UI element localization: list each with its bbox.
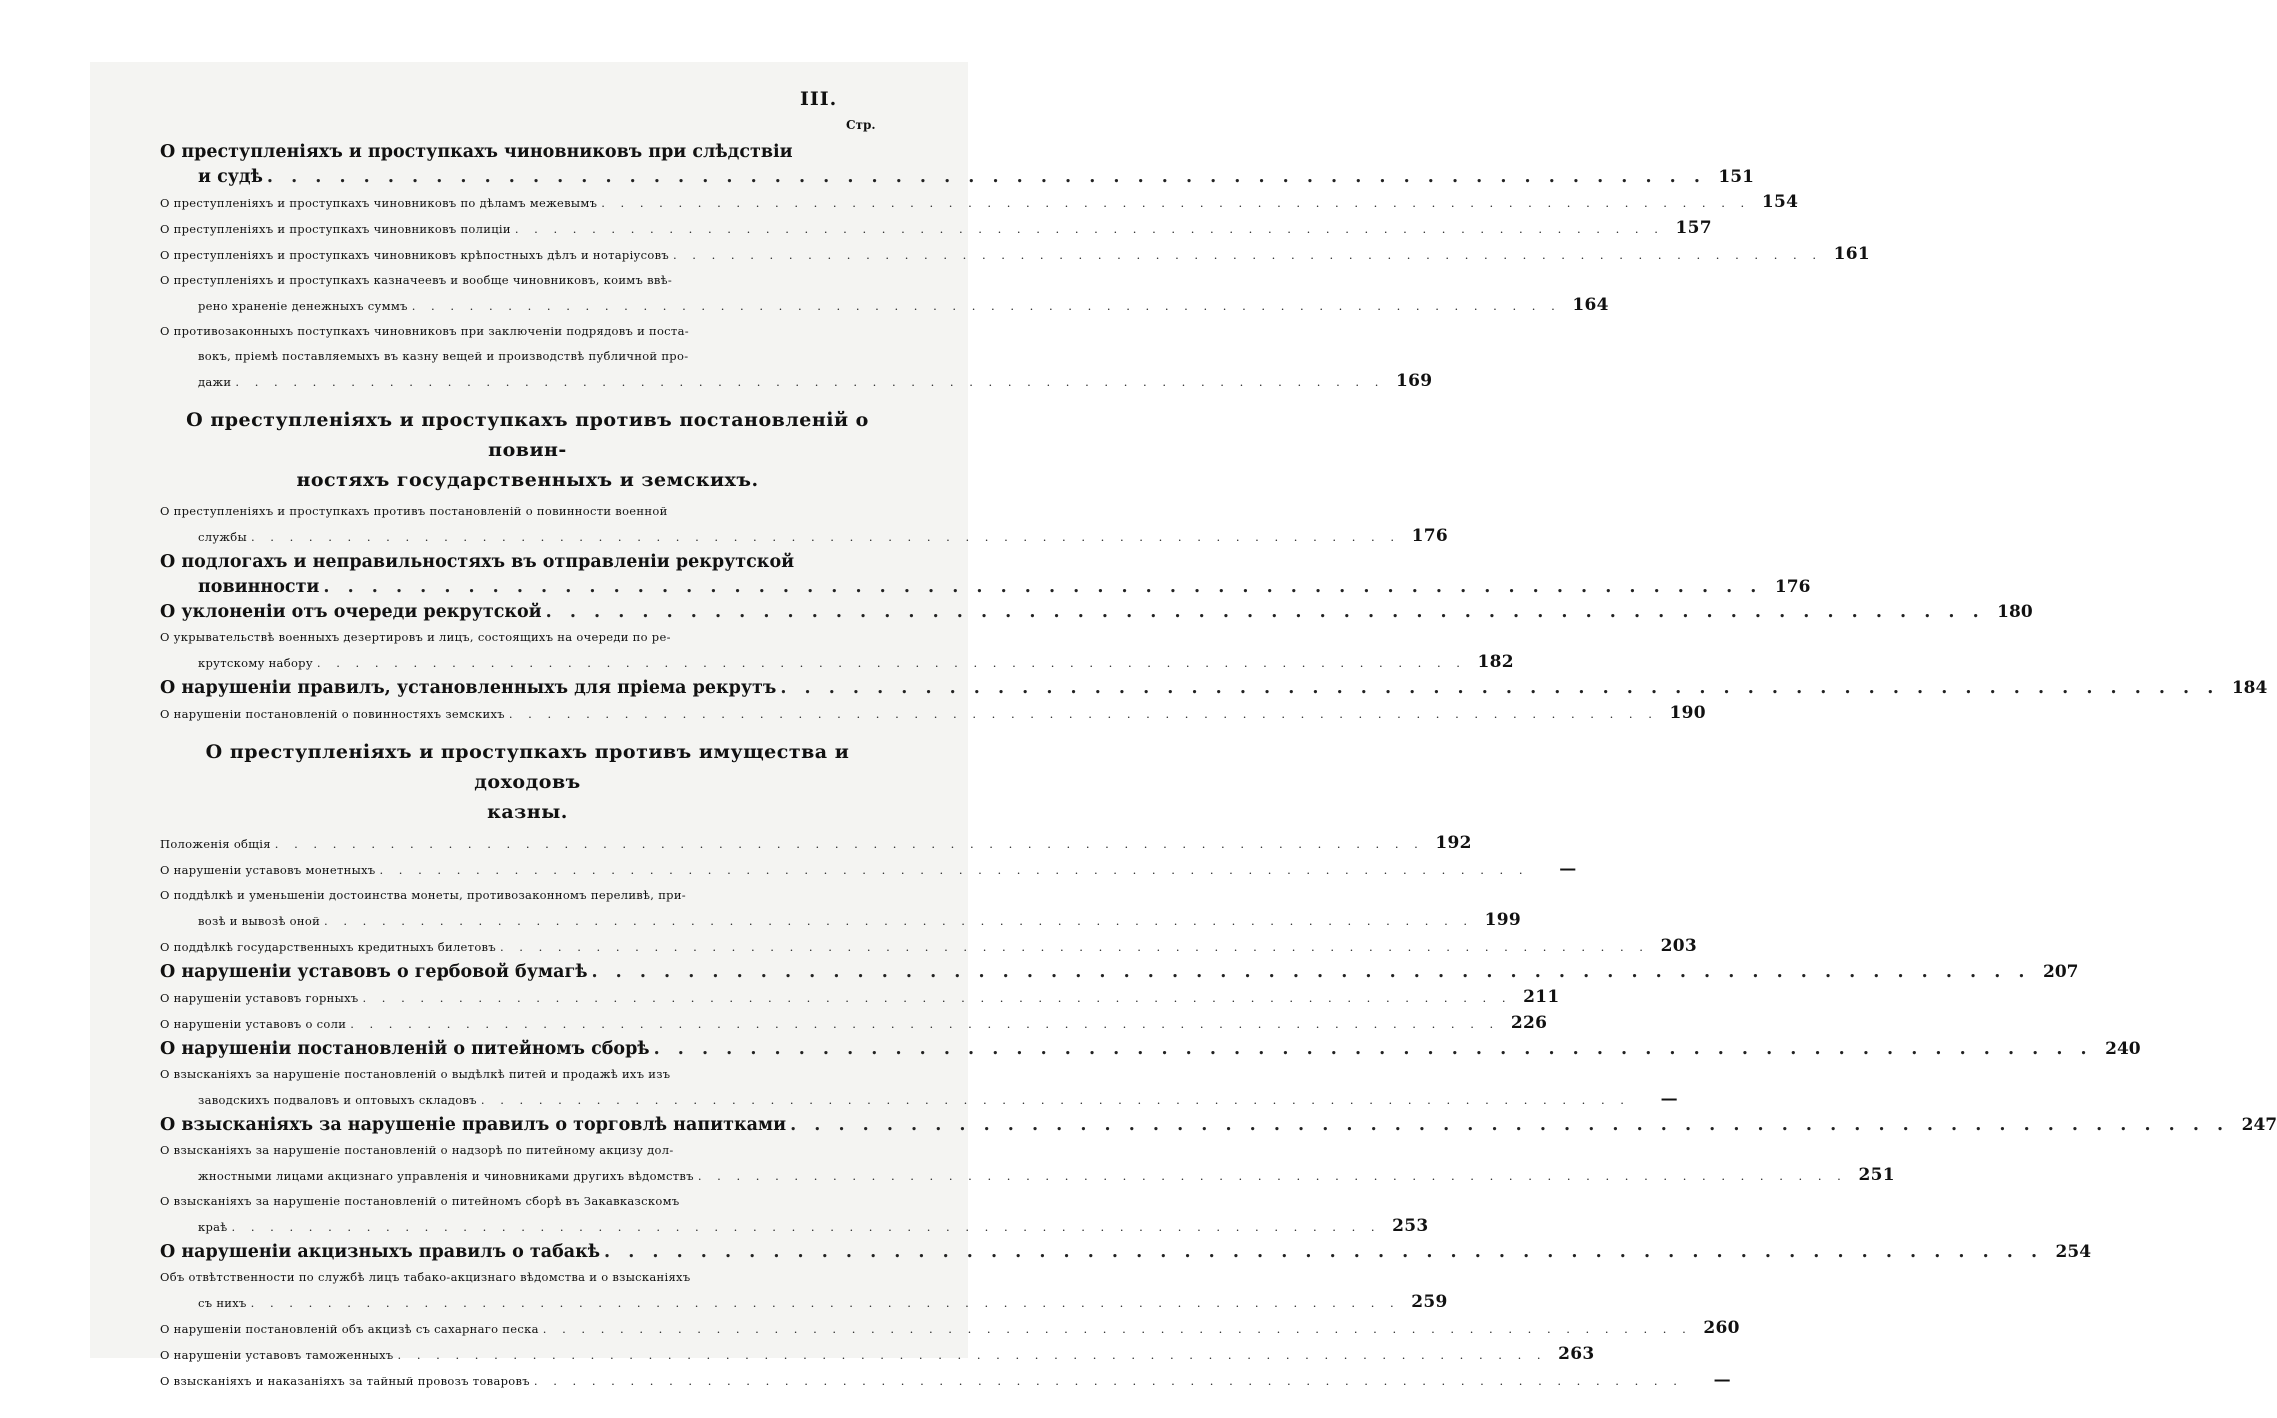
- page-reference: 211: [1523, 987, 1560, 1007]
- toc-entry-title: О преступленіяхъ и проступкахъ чиновниковъ полиціи: [160, 222, 511, 236]
- table-of-contents: [160, 140, 2277, 1394]
- toc-entry: [160, 831, 1472, 857]
- toc-entry: [160, 1342, 1595, 1368]
- section-heading-line: О преступленіяхъ и проступкахъ противъ постановленій о повин-: [186, 409, 869, 461]
- page-column-label: Стр.: [846, 118, 876, 132]
- dot-leader: . . . . . . . . . . . . . . . . . . . . . . . . . . . . . . . . . . . . . . . . . . . . . . . . . . . . . . . . . . . .: [508, 707, 1658, 721]
- page-reference: 251: [1858, 1165, 1895, 1185]
- dot-leader: . . . . . . . . . . . . . . . . . . . . . . . . . . . . . . . . . . . . . . . . . . . . . . . . . . . . . . . . . . . .: [316, 656, 1466, 670]
- toc-entry-line: вокъ, пріемѣ поставляемыхъ въ казну вещей и производствѣ публичной про-: [198, 349, 689, 363]
- page-reference: 207: [2043, 962, 2079, 982]
- toc-entry: [160, 242, 1870, 268]
- toc-entry-row: [160, 293, 1609, 319]
- page-reference: 161: [1833, 244, 1870, 264]
- page-reference: 253: [1392, 1216, 1429, 1236]
- dot-leader: . . . . . . . . . . . . . . . . . . . . . . . . . . . . . . . . . . . . . . . . . . . . . . . . . . . . . . . . . . . .: [231, 1220, 1381, 1234]
- toc-entry-title: службы: [198, 530, 247, 544]
- dot-leader: . . . . . . . . . . . . . . . . . . . . . . . . . . . . . . . . . . . . . . . . . . . . . . . . . . . . . . . . . . . .: [545, 602, 1985, 622]
- dot-leader: . . . . . . . . . . . . . . . . . . . . . . . . . . . . . . . . . . . . . . . . . . . . . . . . . . . . . . . . . . . .: [411, 299, 1561, 313]
- page-reference: 164: [1572, 295, 1609, 315]
- toc-entry-title: О нарушеніи правилъ, установленныхъ для пріема рекрутъ: [160, 678, 777, 698]
- dot-leader: . . . . . . . . . . . . . . . . . . . . . . . . . . . . . . . . . . . . . . . . . . . . . . . . . . . . . . . . . . . .: [274, 837, 1424, 851]
- toc-entry: [160, 1368, 1731, 1394]
- toc-entry: [160, 701, 1706, 727]
- dot-leader: . . . . . . . . . . . . . . . . . . . . . . . . . . . . . . . . . . . . . . . . . . . . . . . . . . . . . . . . . . . .: [672, 248, 1822, 262]
- toc-entry: [160, 960, 2079, 985]
- dot-leader: . . . . . . . . . . . . . . . . . . . . . . . . . . . . . . . . . . . . . . . . . . . . . . . . . . . . . . . . . . . .: [604, 1242, 2044, 1262]
- toc-entry-row: [160, 216, 1712, 242]
- toc-entry: [160, 857, 1577, 883]
- toc-entry: [160, 1265, 1448, 1316]
- section-heading: [160, 737, 895, 827]
- page-reference: 182: [1477, 652, 1514, 672]
- page-reference: 203: [1660, 936, 1697, 956]
- page-reference: 254: [2055, 1242, 2092, 1262]
- toc-entry: [160, 1316, 1740, 1342]
- toc-entry-row: [160, 831, 1472, 857]
- dot-leader: . . . . . . . . . . . . . . . . . . . . . . . . . . . . . . . . . . . . . . . . . . . . . . . . . . . . . . . . . . . .: [542, 1322, 1692, 1336]
- dot-leader: . . . . . . . . . . . . . . . . . . . . . . . . . . . . . . . . . . . . . . . . . . . . . . . . . . . . . . . . . . . .: [480, 1093, 1630, 1107]
- dot-leader: . . . . . . . . . . . . . . . . . . . . . . . . . . . . . . . . . . . . . . . . . . . . . . . . . . . . . . . . . . . .: [350, 1017, 1500, 1031]
- dot-leader: . . . . . . . . . . . . . . . . . . . . . . . . . . . . . . . . . . . . . . . . . . . . . . . . . . . . . . . . . . . .: [499, 940, 1649, 954]
- toc-entry-title: заводскихъ подваловъ и оптовыхъ складовъ: [198, 1093, 477, 1107]
- toc-entry-row: [160, 676, 2268, 701]
- toc-entry-row: [160, 650, 1514, 676]
- dot-leader: . . . . . . . . . . . . . . . . . . . . . . . . . . . . . . . . . . . . . . . . . . . . . . . . . . . . . . . . . . . .: [324, 914, 1474, 928]
- toc-entry: [160, 190, 1799, 216]
- toc-entry: [160, 1011, 1548, 1037]
- toc-entry: [160, 625, 1514, 676]
- toc-entry-row: [160, 575, 1811, 600]
- toc-entry-row: [160, 165, 1754, 190]
- toc-entry-title: жностными лицами акцизнаго управленія и чиновниками другихъ вѣдомствъ: [198, 1169, 694, 1183]
- toc-entry-row: [160, 1368, 1731, 1394]
- page-reference: —: [1559, 859, 1577, 879]
- toc-entry-row: [160, 190, 1799, 216]
- toc-entry: [160, 985, 1560, 1011]
- page-reference: 157: [1675, 218, 1712, 238]
- toc-entry: [160, 1113, 2277, 1138]
- toc-entry-title: О нарушеніи уставовъ монетныхъ: [160, 863, 376, 877]
- toc-entry-title: О взысканіяхъ и наказаніяхъ за тайный провозъ товаровъ: [160, 1374, 530, 1388]
- toc-entry-row: [160, 1037, 2141, 1062]
- toc-entry-row: [160, 600, 2033, 625]
- toc-entry-title: О преступленіяхъ и проступкахъ чиновниковъ крѣпостныхъ дѣлъ и нотаріусовъ: [160, 248, 669, 262]
- page-reference: 169: [1396, 371, 1433, 391]
- toc-entry-title: и судѣ: [198, 167, 263, 187]
- dot-leader: . . . . . . . . . . . . . . . . . . . . . . . . . . . . . . . . . . . . . . . . . . . . . . . . . . . . . . . . . . . .: [323, 577, 1763, 597]
- toc-entry: [160, 216, 1712, 242]
- toc-entry: [160, 140, 1754, 190]
- page-reference: 240: [2105, 1039, 2141, 1059]
- page-reference: —: [1713, 1370, 1731, 1390]
- toc-entry: [160, 1138, 1895, 1189]
- page-reference: 247: [2241, 1115, 2277, 1135]
- page-reference: 154: [1761, 192, 1799, 212]
- toc-entry: [160, 1037, 2141, 1062]
- toc-entry-row: [160, 908, 1522, 934]
- dot-leader: . . . . . . . . . . . . . . . . . . . . . . . . . . . . . . . . . . . . . . . . . . . . . . . . . . . . . . . . . . . .: [250, 1296, 1400, 1310]
- dot-leader: . . . . . . . . . . . . . . . . . . . . . . . . . . . . . . . . . . . . . . . . . . . . . . . . . . . . . . . . . . . .: [533, 1374, 1683, 1388]
- toc-entry-title: Положенія общія: [160, 837, 271, 851]
- toc-entry: [160, 1189, 1429, 1240]
- page-reference: 190: [1669, 703, 1706, 723]
- toc-entry-title: дажи: [198, 375, 232, 389]
- toc-entry-row: [160, 701, 1706, 727]
- page-number: III.: [800, 88, 838, 110]
- toc-entry-title: рено храненіе денежныхъ суммъ: [198, 299, 408, 313]
- toc-entry-row: [160, 960, 2079, 985]
- toc-entry-row: [160, 1342, 1595, 1368]
- toc-entry-title: возѣ и вывозѣ оной: [198, 914, 321, 928]
- toc-entry-title: съ нихъ: [198, 1296, 247, 1310]
- dot-leader: . . . . . . . . . . . . . . . . . . . . . . . . . . . . . . . . . . . . . . . . . . . . . . . . . . . . . . . . . . . .: [514, 222, 1664, 236]
- toc-entry: [160, 934, 1697, 960]
- toc-entry-title: О нарушеніи постановленій о повинностяхъ земскихъ: [160, 707, 505, 721]
- toc-entry-line: Объ отвѣтственности по службѣ лицъ табако-акцизнаго вѣдомства и о взысканіяхъ: [160, 1270, 691, 1284]
- toc-entry-row: [160, 1290, 1448, 1316]
- toc-entry-row: [160, 524, 1448, 550]
- toc-entry-title: О уклоненіи отъ очереди рекрутской: [160, 602, 542, 622]
- section-heading-line: О преступленіяхъ и проступкахъ противъ имущества и доходовъ: [205, 741, 850, 793]
- section-heading-line: казны.: [487, 801, 568, 823]
- toc-entry-line: О взысканіяхъ за нарушеніе постановленій о надзорѣ по питейному акцизу дол-: [160, 1143, 674, 1157]
- dot-leader: . . . . . . . . . . . . . . . . . . . . . . . . . . . . . . . . . . . . . . . . . . . . . . . . . . . . . . . . . . . .: [591, 962, 2031, 982]
- toc-entry-title: крутскому набору: [198, 656, 313, 670]
- toc-entry-row: [160, 1087, 1678, 1113]
- page-reference: 260: [1703, 1318, 1740, 1338]
- toc-entry-row: [160, 1011, 1548, 1037]
- dot-leader: . . . . . . . . . . . . . . . . . . . . . . . . . . . . . . . . . . . . . . . . . . . . . . . . . . . . . . . . . . . .: [266, 167, 1706, 187]
- toc-entry-row: [160, 1113, 2277, 1138]
- toc-entry-title: О преступленіяхъ и проступкахъ чиновниковъ по дѣламъ межевымъ: [160, 196, 598, 210]
- toc-entry: [160, 676, 2268, 701]
- toc-entry-row: [160, 1316, 1740, 1342]
- toc-entry-line: О преступленіяхъ и проступкахъ чиновниковъ при слѣдствіи: [160, 142, 793, 162]
- page-reference: 184: [2231, 678, 2268, 698]
- toc-entry-row: [160, 857, 1577, 883]
- toc-entry-line: О взысканіяхъ за нарушеніе постановленій о питейномъ сборѣ въ Закавказскомъ: [160, 1194, 680, 1208]
- toc-entry-title: О нарушеніи уставовъ о соли: [160, 1017, 347, 1031]
- toc-entry-line: О противозаконныхъ поступкахъ чиновниковъ при заключеніи подрядовъ и поста-: [160, 324, 689, 338]
- toc-entry-row: [160, 934, 1697, 960]
- toc-entry: [160, 600, 2033, 625]
- toc-entry-row: [160, 1214, 1429, 1240]
- toc-entry-row: [160, 1163, 1895, 1189]
- toc-entry-title: О поддѣлкѣ государственныхъ кредитныхъ билетовъ: [160, 940, 496, 954]
- dot-leader: . . . . . . . . . . . . . . . . . . . . . . . . . . . . . . . . . . . . . . . . . . . . . . . . . . . . . . . . . . . .: [397, 1348, 1547, 1362]
- toc-entry-row: [160, 369, 1433, 395]
- toc-entry-row: [160, 1240, 2092, 1265]
- page-reference: 176: [1774, 577, 1811, 597]
- dot-leader: . . . . . . . . . . . . . . . . . . . . . . . . . . . . . . . . . . . . . . . . . . . . . . . . . . . . . . . . . . . .: [653, 1039, 2093, 1059]
- toc-entry-title: О нарушеніи постановленій объ акцизѣ съ сахарнаго песка: [160, 1322, 539, 1336]
- dot-leader: . . . . . . . . . . . . . . . . . . . . . . . . . . . . . . . . . . . . . . . . . . . . . . . . . . . . . . . . . . . .: [601, 196, 1751, 210]
- dot-leader: . . . . . . . . . . . . . . . . . . . . . . . . . . . . . . . . . . . . . . . . . . . . . . . . . . . . . . . . . . . .: [379, 863, 1529, 877]
- page-reference: 259: [1411, 1292, 1448, 1312]
- section-heading: [160, 405, 895, 495]
- toc-entry: [160, 550, 1811, 600]
- toc-entry: [160, 268, 1609, 319]
- toc-entry-row: [160, 242, 1870, 268]
- toc-entry-title: О взысканіяхъ за нарушеніе правилъ о торговлѣ напитками: [160, 1115, 787, 1135]
- dot-leader: . . . . . . . . . . . . . . . . . . . . . . . . . . . . . . . . . . . . . . . . . . . . . . . . . . . . . . . . . . . .: [780, 678, 2220, 698]
- toc-entry-title: О нарушеніи уставовъ таможенныхъ: [160, 1348, 394, 1362]
- dot-leader: . . . . . . . . . . . . . . . . . . . . . . . . . . . . . . . . . . . . . . . . . . . . . . . . . . . . . . . . . . . .: [697, 1169, 1847, 1183]
- dot-leader: . . . . . . . . . . . . . . . . . . . . . . . . . . . . . . . . . . . . . . . . . . . . . . . . . . . . . . . . . . . .: [250, 530, 1400, 544]
- toc-entry-title: краѣ: [198, 1220, 228, 1234]
- page-reference: 176: [1411, 526, 1448, 546]
- page-reference: 226: [1510, 1013, 1548, 1033]
- dot-leader: . . . . . . . . . . . . . . . . . . . . . . . . . . . . . . . . . . . . . . . . . . . . . . . . . . . . . . . . . . . .: [362, 991, 1512, 1005]
- toc-entry-line: О укрывательствѣ военныхъ дезертировъ и лицъ, состоящихъ на очереди по ре-: [160, 630, 671, 644]
- toc-entry: [160, 883, 1522, 934]
- toc-entry: [160, 1062, 1678, 1113]
- dot-leader: . . . . . . . . . . . . . . . . . . . . . . . . . . . . . . . . . . . . . . . . . . . . . . . . . . . . . . . . . . . .: [235, 375, 1385, 389]
- toc-entry-title: О нарушеніи постановленій о питейномъ сборѣ: [160, 1039, 650, 1059]
- page-reference: —: [1660, 1089, 1678, 1109]
- toc-entry-title: повинности: [198, 577, 320, 597]
- dot-leader: . . . . . . . . . . . . . . . . . . . . . . . . . . . . . . . . . . . . . . . . . . . . . . . . . . . . . . . . . . . .: [790, 1115, 2230, 1135]
- toc-entry: [160, 1240, 2092, 1265]
- toc-entry: [160, 319, 1433, 395]
- page-reference: 180: [1997, 602, 2033, 622]
- toc-entry-line: О взысканіяхъ за нарушеніе постановленій о выдѣлкѣ питей и продажѣ ихъ изъ: [160, 1067, 671, 1081]
- toc-entry-row: [160, 985, 1560, 1011]
- section-heading-line: ностяхъ государственныхъ и земскихъ.: [296, 469, 759, 491]
- page-reference: 199: [1484, 910, 1522, 930]
- toc-entry-line: О подлогахъ и неправильностяхъ въ отправленіи рекрутской: [160, 552, 795, 572]
- page-reference: 263: [1558, 1344, 1595, 1364]
- toc-entry-title: О нарушеніи уставовъ о гербовой бумагѣ: [160, 962, 588, 982]
- toc-entry-line: О поддѣлкѣ и уменьшеніи достоинства монеты, противозаконномъ переливѣ, при-: [160, 888, 686, 902]
- toc-entry-line: О преступленіяхъ и проступкахъ противъ постановленій о повинности военной: [160, 504, 668, 518]
- toc-entry-title: О нарушеніи уставовъ горныхъ: [160, 991, 359, 1005]
- page-reference: 192: [1435, 833, 1472, 853]
- toc-entry: [160, 499, 1448, 550]
- toc-entry-title: О нарушеніи акцизныхъ правилъ о табакѣ: [160, 1242, 601, 1262]
- toc-entry-line: О преступленіяхъ и проступкахъ казначеевъ и вообще чиновниковъ, коимъ ввѣ-: [160, 273, 673, 287]
- page-reference: 151: [1718, 167, 1754, 187]
